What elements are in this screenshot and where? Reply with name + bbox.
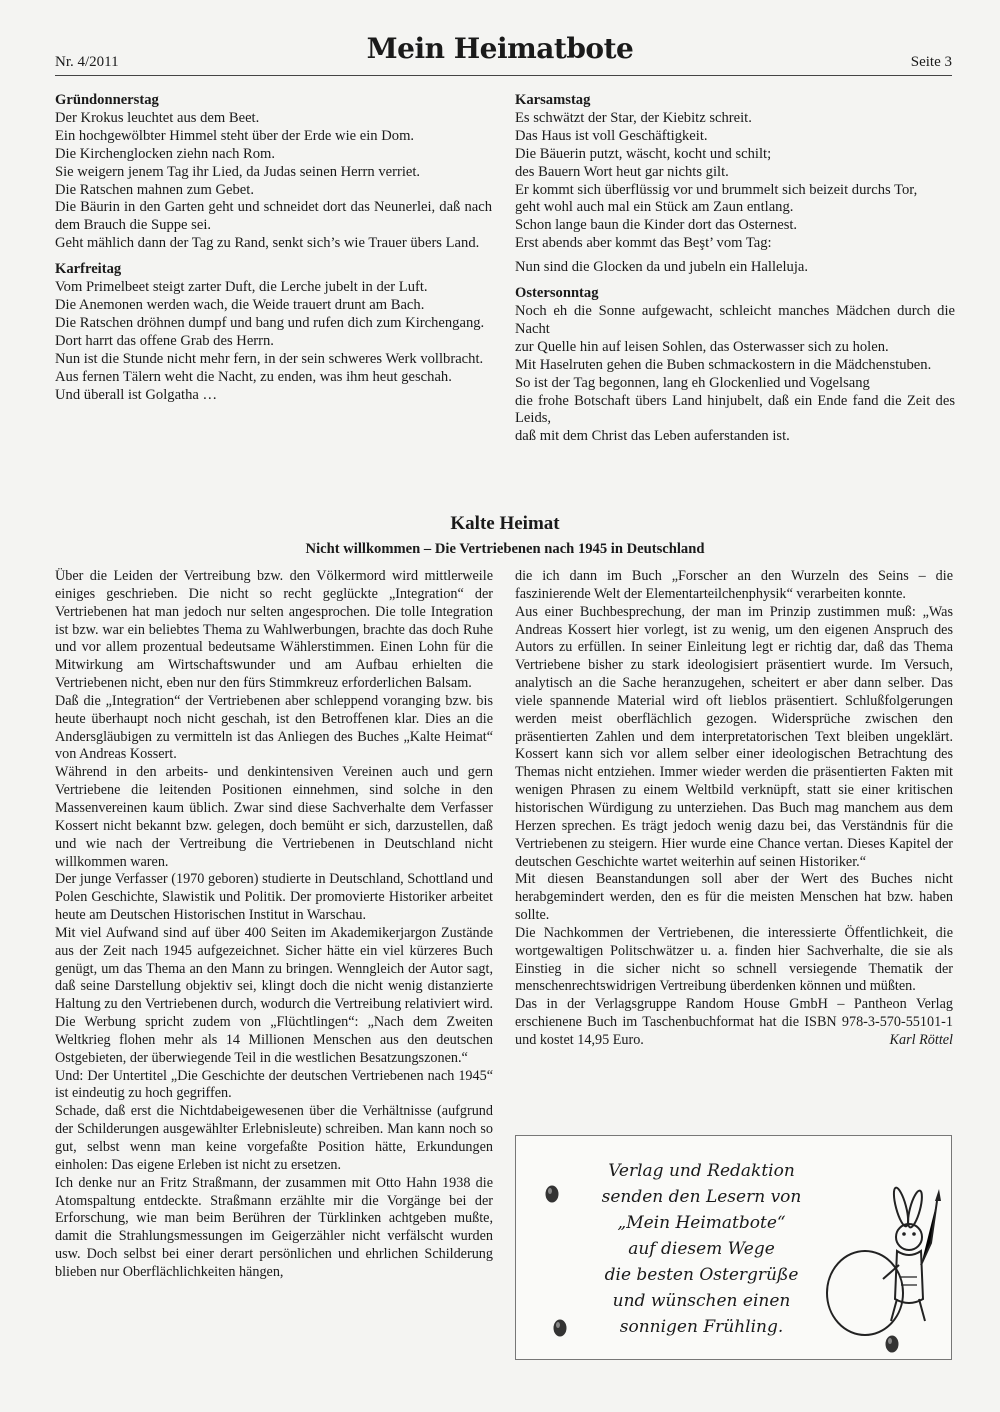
article-column-right xyxy=(515,568,953,1050)
greeting-line: auf diesem Wege xyxy=(628,1239,775,1259)
page-number: Seite 3 xyxy=(910,54,952,70)
poem-final-line: Nun sind die Glocken da und jubeln ein Halleluja. xyxy=(515,259,809,276)
issue-number: Nr. 4/2011 xyxy=(55,54,119,70)
poem-line: Sie weigern jenem Tag ihr Lied, da Judas seinen Herrn verriet. xyxy=(55,163,421,180)
poem-line: Und überall ist Golgatha … xyxy=(55,386,218,403)
poem-line: Die Bäuerin putzt, wäscht, kocht und schilt; xyxy=(515,145,772,162)
poem-karsamstag xyxy=(515,92,955,277)
poem-line: zur Quelle hin auf leisen Sohlen, das Osterwasser sich zu holen. xyxy=(515,338,889,355)
greeting-line: sonnigen Frühling. xyxy=(619,1317,784,1337)
poem-line: Es schwätzt der Star, der Kiebitz schreit. xyxy=(515,109,752,126)
article-paragraph: Mit viel Aufwand sind auf über 400 Seiten im Akademikerjargon Zustände aus der Zeit nach 1945 aufgezeichnet. Sicher hätte ein viel kürzeres Buch genügt, um das Thema an den Mann zu bringen. Wenngleich der Autor sagt, daß seine Darstellung objektiv sei, klingt doch die nicht wenig distanzierte Haltung zu den Vertriebenen durch, wodurch die Vertreibung relativiert wird. Die Werbung spricht zudem von „Flüchtlingen“: „Nach dem Zweiten Weltkrieg flohen mehr als 14 Millionen Menschen aus den deutschen Ostgebieten, der überwiegende Teil in die westlichen Besatzungszonen.“ xyxy=(55,924,493,1066)
greeting-line: „Mein Heimatbote“ xyxy=(617,1213,786,1233)
poem-line: Die Bäurin in den Garten geht und schneidet dort das Neunerlei, daß nach dem Brauch die Suppe sei. xyxy=(55,199,492,234)
poem-title: Ostersonntag xyxy=(515,285,599,302)
article-paragraph: Die Nachkommen der Vertriebenen, die interessierte Öffentlichkeit, die wortgewaltigen Politschwätzer u. a. finden hier Sachverhalte, die sie als Einstieg in die sicher nicht so schnell versiegende Thematik der menschenrechtswidrigen Vertreibung überdenken können und müßten. xyxy=(515,924,953,995)
easter-bunny-painting-egg-icon xyxy=(823,1181,943,1341)
article-paragraph: Das in der Verlagsgruppe Random House GmbH – Pantheon Verlag erschienene Buch im Taschenbuchformat hat die ISBN 978-3-570-55101-1 und kostet 14,95 Euro. xyxy=(515,996,953,1048)
article-paragraph: Der junge Verfasser (1970 geboren) studierte in Deutschland, Schottland und Polen Geschichte, Slawistik und Politik. Der promovierte Historiker arbeitet heute am Deutschen Historischen Institut in Warschau. xyxy=(55,871,493,924)
poem-column-right xyxy=(515,92,955,454)
article-paragraph: Und: Der Untertitel „Die Geschichte der deutschen Vertriebenen nach 1945“ ist eindeutig zu hoch gegriffen. xyxy=(55,1067,493,1102)
poem-line: Das Haus ist voll Geschäftigkeit. xyxy=(515,127,708,144)
greeting-line: und wünschen einen xyxy=(612,1291,791,1311)
article-paragraph: Daß die „Integration“ der Vertriebenen aber schleppend voranging bzw. bis heute überhaupt noch nicht geschah, ist den Betroffenen klar. Dies an die Andersgläubigen zu vermitteln ist das Anliegen des Buches „Kalte Heimat“ von Andreas Kossert. xyxy=(55,692,493,763)
poem-line: Dort harrt das offene Grab des Herrn. xyxy=(55,332,274,349)
poem-line: Nun ist die Stunde nicht mehr fern, in der sein schweres Werk vollbracht. xyxy=(55,350,484,367)
poem-line: Erst abends aber kommt das Beşt’ vom Tag: xyxy=(515,235,772,252)
article-paragraph: die ich dann im Buch „Forscher an den Wurzeln des Seins – die faszinierende Welt der Elementarteilchenphysik“ verarbeiten konnte. xyxy=(515,568,953,602)
poem-title: Karsamstag xyxy=(515,92,591,108)
greeting-text xyxy=(534,1158,869,1340)
poem-title: Gründonnerstag xyxy=(55,92,159,108)
article-subtitle: Nicht willkommen – Die Vertriebenen nach 1945 in Deutschland xyxy=(305,541,705,557)
poem-gruendonnerstag xyxy=(55,92,492,253)
poem-line: Vom Primelbeet steigt zarter Duft, die Lerche jubelt in der Luft. xyxy=(55,279,428,296)
poem-line: geht wohl auch mal ein Stück am Zaun entlang. xyxy=(515,199,794,216)
article-paragraph: Mit diesen Beanstandungen soll aber der Wert des Buches nicht herabgemindert werden, den es für die meisten Menschen hat bzw. haben sollte. xyxy=(515,871,953,924)
poem-line: So ist der Tag begonnen, lang eh Glockenlied und Vogelsang xyxy=(515,374,870,391)
poem-line: Die Anemonen werden wach, die Weide trauert drunt am Bach. xyxy=(55,296,425,313)
article-paragraph: Aus einer Buchbesprechung, der man im Prinzip zustimmen muß: „Was Andreas Kossert hier vorlegt, ist zu wenig, um den eigenen Anspruch des Autors zu erfüllen. In seiner Einleitung legt er richtig dar, daß das Thema Vertriebene bisher zu stark ideologisiert präsentiert wurde. Im Versuch, analytisch an die Sache heranzugehen, scheitert er aber dann selber. Das viele spannende Material wird oft lieblos präsentiert. Schlußfolgerungen werden meist oberflächlich gezogen. Widersprüche zwischen den präsentierten Zahlen und dem interpretatorischen Text bleiben ungeklärt. Kossert kann sich vor allem selber einer ideologischen Betrachtung des Themas nicht entziehen. Immer wieder werden die präsentierten Fakten mit wenigen Phrasen zu einem Weltbild verknüpft, statt sie einer kritischen historischen Würdigung zu unterziehen. Das Buch mag manchem aus dem Herzen sprechen. Es trägt jedoch wenig dazu bei, das Verständnis für die Vertriebenen zu steigern. Hier wurde eine Chance vertan. Dieses Kapitel der deutschen Geschichte wartet weiterhin auf seinen Historiker.“ xyxy=(515,603,953,870)
poem-line: Der Krokus leuchtet aus dem Beet. xyxy=(55,109,260,126)
poem-line: Er kommt sich überflüssig vor und brummelt sich beizeit durchs Tor, xyxy=(515,181,918,198)
greeting-line: Verlag und Redaktion xyxy=(608,1161,795,1181)
article-paragraph: Während in den arbeits- und denkintensiven Vereinen auch und gern Vertriebene die leitenden Positionen einnehmen, sind solche in den Massenvereinen kaum üblich. Zwar sind diese Sachverhalte dem Verfasser Kossert nicht bekannt bzw. gelegen, doch bemüht er sich, darzustellen, daß und wie nach der Vertreibung die Vertriebenen in Deutschland nicht willkommen waren. xyxy=(55,764,493,870)
poem-title: Karfreitag xyxy=(55,261,122,278)
poem-line: daß mit dem Christ das Leben auferstanden ist. xyxy=(515,428,790,445)
poem-ostersonntag xyxy=(515,285,955,446)
article-paragraph: Schade, daß erst die Nichtdabeigewesenen über die Verhältnisse (aufgrund der Schilderungen ausgewählter Erlebnisleute) schreiben. Man kann noch so gut, selbst wenn man keine vorgefaßte Position hätte, Erkundungen einholen: Das eigene Erleben ist nicht zu ersetzen. xyxy=(55,1103,493,1173)
poem-line: Noch eh die Sonne aufgewacht, schleicht manches Mädchen durch die Nacht xyxy=(515,302,955,337)
article-paragraph: Über die Leiden der Vertreibung bzw. den Völkermord wird mittlerweile einiges geschrieben. Die nicht so recht geglückte „Integration“ der Vertriebenen hat man jedoch nur selten angesprochen. Die tolle Integration ist bzw. war ein beliebtes Thema zu Wahlwerbungen, brachte das doch Ruhe und vor allem prozentual bedeutsame Wählerstimmen. Einen Lohn für die Mitwirkung am Wirtschaftswunder und am Aufbau erhielten die Vertriebenen nicht, eben nur den fürs Stimmkreuz erforderlichen Balsam. xyxy=(55,568,493,692)
article-paragraph: Ich denke nur an Fritz Straßmann, der zusammen mit Otto Hahn 1938 die Atomspaltung entdeckte. Straßmann erzählte mir die Vorgänge bei der Erforschung, wie man beim Berühren der Türklinken achtgeben mußte, damit die Strahlungsmessungen im Geigerzähler nicht verfälscht wurden usw. Doch selbst bei einer derart persönlichen und ehrlichen Schilderung blieben nur Oberflächlichkeiten hängen, xyxy=(55,1174,493,1280)
article-column-left xyxy=(55,568,493,1368)
article-title: Kalte Heimat xyxy=(450,513,560,534)
poem-line: Geht mählich dann der Tag zu Rand, senkt sich’s wie Trauer übers Land. xyxy=(55,235,480,252)
greeting-line: die besten Ostergrüße xyxy=(604,1265,799,1285)
header-rule xyxy=(55,75,952,76)
poem-line: Die Ratschen mahnen zum Gebet. xyxy=(55,181,254,198)
poem-line: die frohe Botschaft übers Land hinjubelt, daß ein Ende fand die Zeit des Leids, xyxy=(515,392,955,427)
article-author: Karl Röttel xyxy=(889,1031,953,1048)
greeting-line: senden den Lesern von xyxy=(601,1187,802,1207)
poem-line: Mit Haselruten gehen die Buben schmackostern in die Mädchenstuben. xyxy=(515,356,932,373)
poem-line: Die Ratschen dröhnen dumpf und bang und rufen dich zum Kirchengang. xyxy=(55,314,485,331)
poem-line: Aus fernen Tälern weht die Nacht, zu enden, was ihm heut geschah. xyxy=(55,368,452,385)
poem-karfreitag xyxy=(55,261,492,404)
poem-line: Die Kirchenglocken ziehn nach Rom. xyxy=(55,145,276,162)
poem-column-left xyxy=(55,92,492,412)
easter-greeting-box xyxy=(515,1135,952,1360)
poem-line: des Bauern Wort heut gar nichts gilt. xyxy=(515,163,729,180)
masthead-logo: Mein Heimatbote xyxy=(366,32,634,65)
poem-line: Schon lange baun die Kinder dort das Osternest. xyxy=(515,217,798,234)
poem-line: Ein hochgewölbter Himmel steht über der Erde wie ein Dom. xyxy=(55,127,415,144)
